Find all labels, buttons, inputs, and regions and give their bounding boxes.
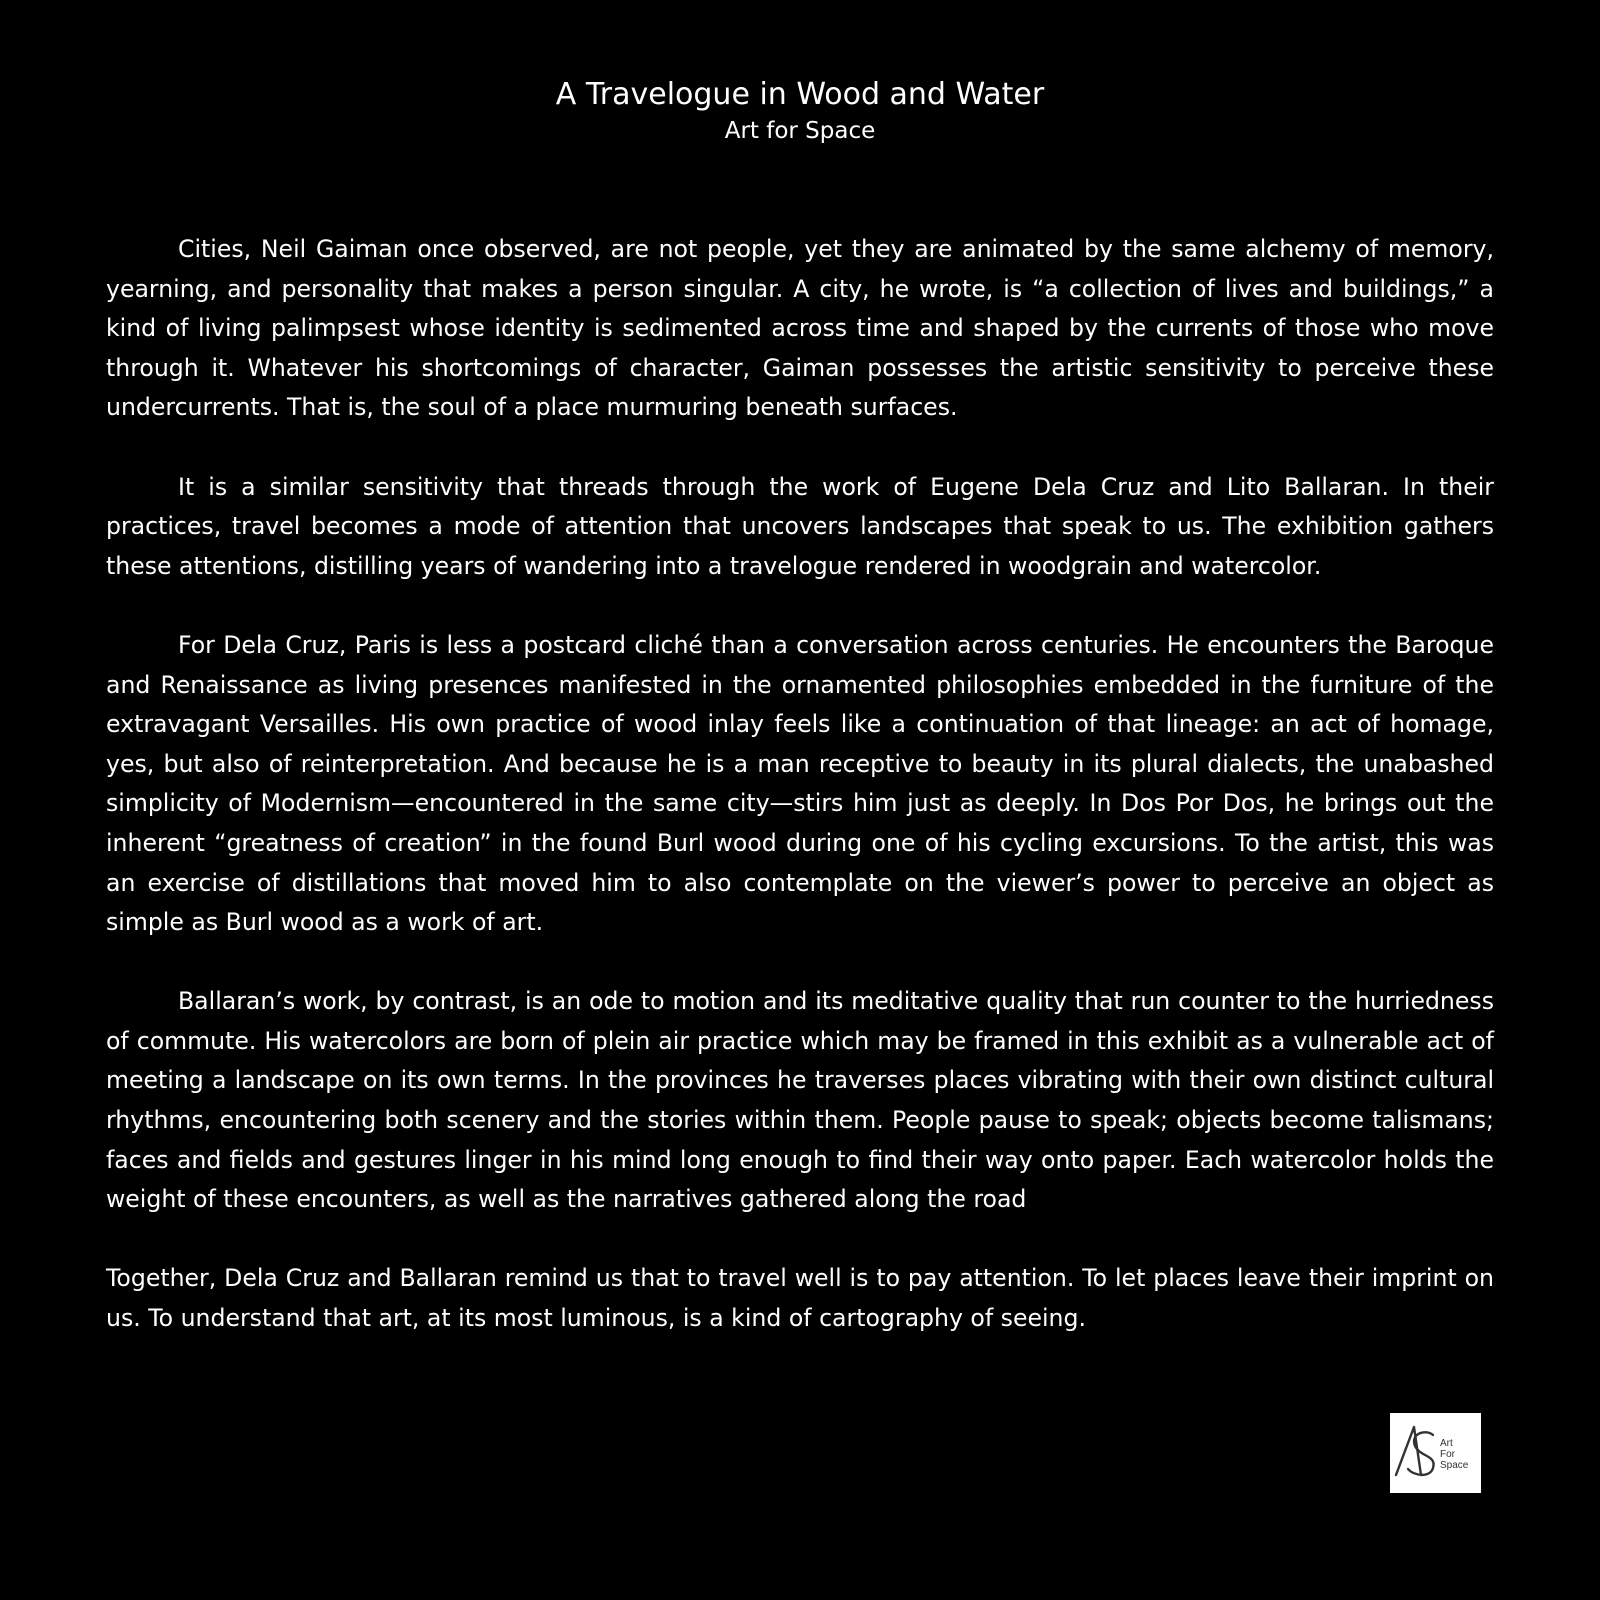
- art-for-space-logo: [1390, 1413, 1481, 1493]
- header: [0, 74, 1600, 146]
- paragraph-dela-cruz: For Dela Cruz, Paris is less a postcard cliché than a conversation across centuries. He encounters the Baroque and Renaissance as living presences manifested in the ornamented philosophies embedded in the furniture of the extravagant Versailles. His own practice of wood inlay feels like a continuation of that lineage: an act of homage, yes, but also of reinterpretation. And because he is a man receptive to beauty in its plural dialects, the unabashed simplicity of Modernism—encountered in the same city—stirs him just as deeply. In Dos Por Dos, he brings out the inherent “greatness of creation” in the found Burl wood during one of his cycling excursions. To the artist, this was an exercise of distillations that moved him to also contemplate on the viewer’s power to perceive an object as simple as Burl wood as a work of art.: [106, 630, 1494, 937]
- page-subtitle: Art for Space: [724, 118, 876, 144]
- essay-body: [106, 230, 1494, 1378]
- paragraph-gaiman: Cities, Neil Gaiman once observed, are not people, yet they are animated by the same alchemy of memory, yearning, and personality that makes a person singular. A city, he wrote, is “a collection of lives and buildings,” a kind of living palimpsest whose identity is sedimented across time and shaped by the currents of those who move through it. Whatever his shortcomings of character, Gaiman possesses the artistic sensitivity to perceive these undercurrents. That is, the soul of a place murmuring beneath surfaces.: [106, 235, 1494, 422]
- logo-word-art: Art: [1440, 1438, 1453, 1449]
- logo-word-for: For: [1440, 1449, 1455, 1460]
- logo-word-space: Space: [1440, 1460, 1469, 1471]
- page-title: A Travelogue in Wood and Water: [555, 77, 1045, 112]
- logo-wordmark: [1440, 1438, 1468, 1471]
- paragraph-ballaran: Ballaran’s work, by contrast, is an ode to motion and its meditative quality that run counter to the hurriedness of commute. His watercolors are born of plein air practice which may be framed in this exhibit as a vulnerable act of meeting a landscape on its own terms. In the provinces he traverses places vibrating with their own distinct cultural rhythms, encountering both scenery and the stories within them. People pause to speak; objects become talismans; faces and fields and gestures linger in his mind long enough to find their way onto paper. Each watercolor holds the weight of these encounters, as well as the narratives gathered along the road: [106, 987, 1494, 1214]
- paragraph-sensitivity: It is a similar sensitivity that threads through the work of Eugene Dela Cruz and Lito Ballaran. In their practices, travel becomes a mode of attention that uncovers landscapes that speak to us. The exhibition gathers these attentions, distilling years of wandering into a travelogue rendered in woodgrain and watercolor.: [106, 472, 1494, 580]
- paragraph-together: Together, Dela Cruz and Ballaran remind us that to travel well is to pay attention. To let places leave their imprint on us. To understand that art, at its most luminous, is a kind of cartography of seeing.: [106, 1264, 1494, 1333]
